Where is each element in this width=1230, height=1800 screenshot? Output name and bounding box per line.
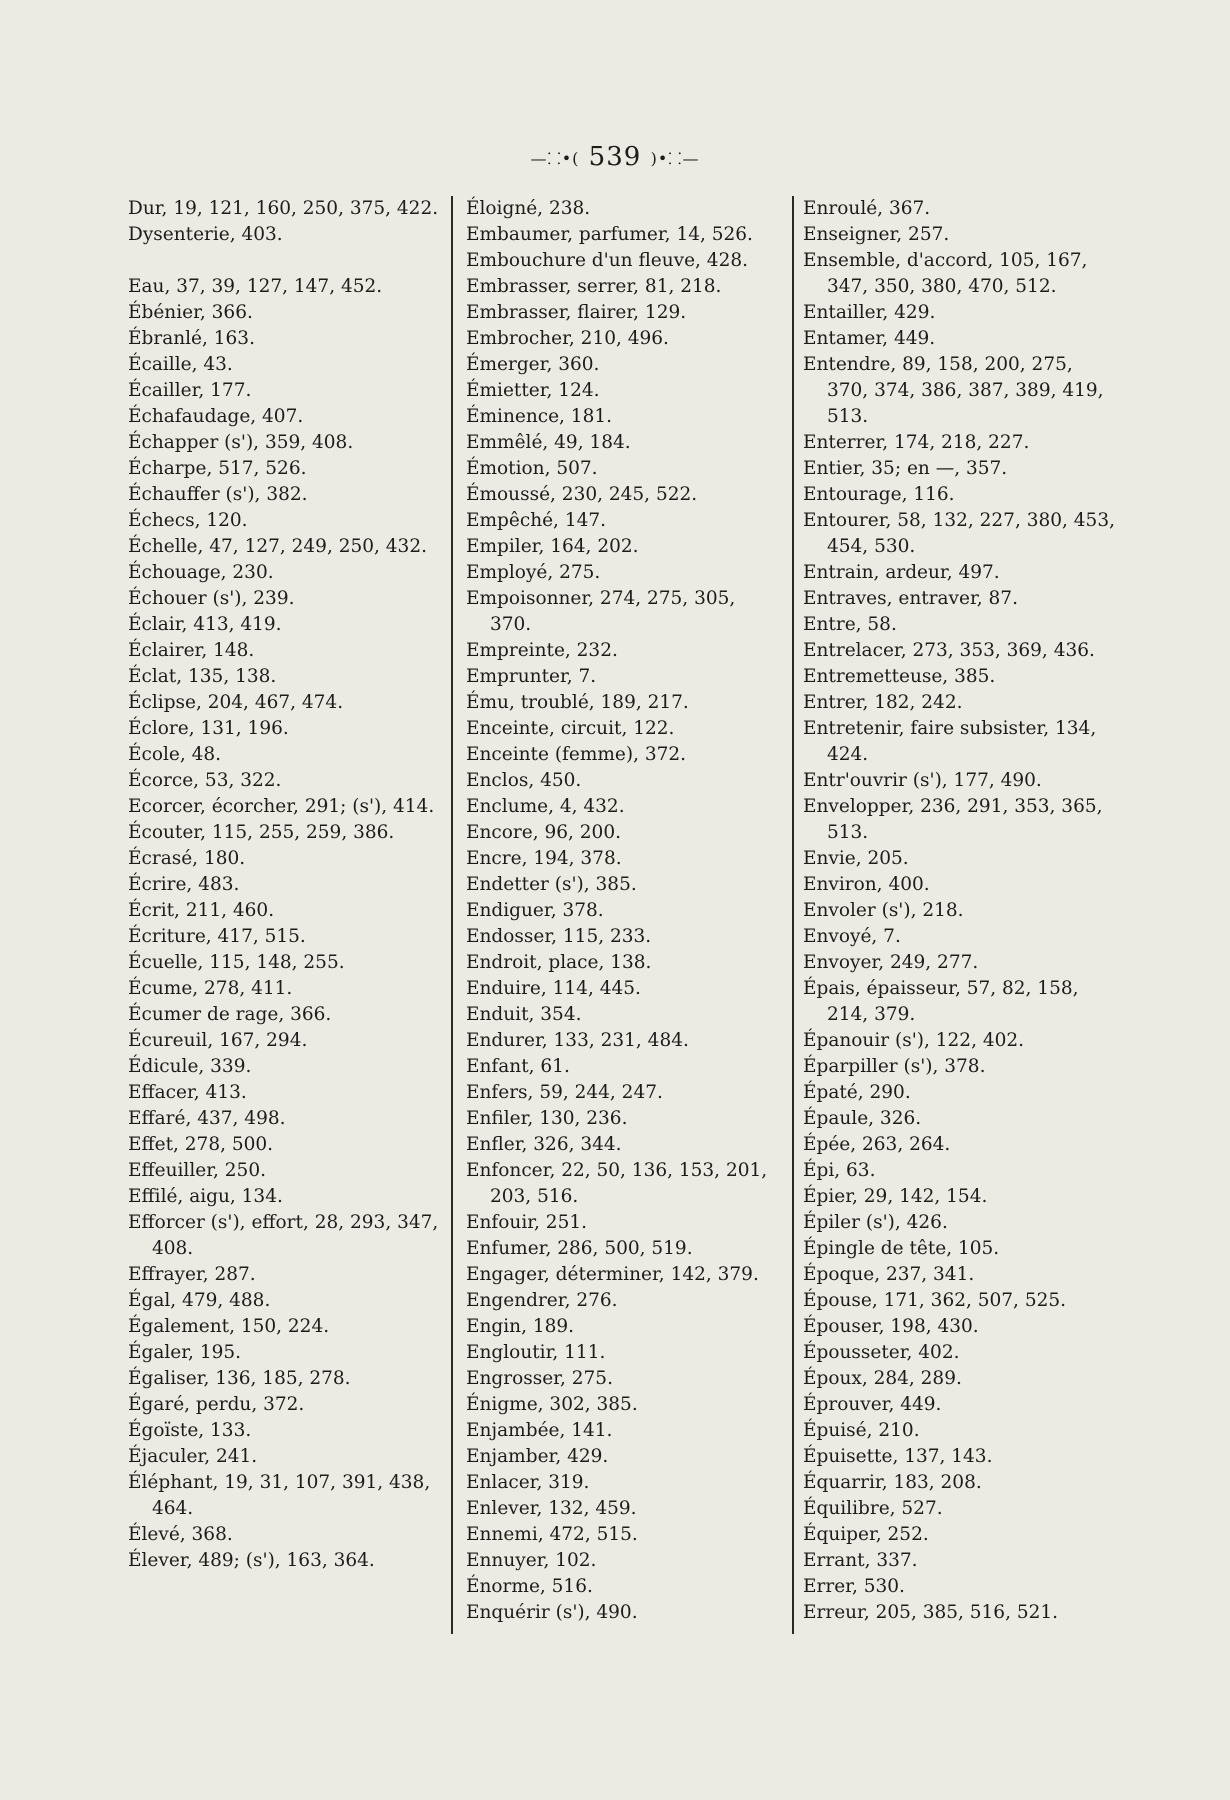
index-entry: Enjamber, 429. <box>466 1446 609 1467</box>
index-entry: Épée, 263, 264. <box>803 1134 951 1155</box>
index-entry: Épingle de tête, 105. <box>803 1238 1000 1259</box>
index-entry: Embrocher, 210, 496. <box>466 328 669 349</box>
index-entry: Enroulé, 367. <box>803 198 931 219</box>
index-entry: Enduit, 354. <box>466 1004 582 1025</box>
index-entry: Enlacer, 319. <box>466 1472 590 1493</box>
index-entry: Époux, 284, 289. <box>803 1368 962 1389</box>
index-entry: Enfler, 326, 344. <box>466 1134 622 1155</box>
index-entry: Éclipse, 204, 467, 474. <box>128 692 344 713</box>
index-entry: Enfouir, 251. <box>466 1212 587 1233</box>
index-entry: Enfers, 59, 244, 247. <box>466 1082 663 1103</box>
index-entry: Écriture, 417, 515. <box>128 926 306 947</box>
index-entry: Effaré, 437, 498. <box>128 1108 286 1129</box>
index-entry: Enterrer, 174, 218, 227. <box>803 432 1030 453</box>
index-entry: Ensemble, d'accord, 105, 167, 347, 350, 380, 470, 512. <box>803 250 1088 297</box>
index-entry: Égaliser, 136, 185, 278. <box>128 1368 351 1389</box>
index-entry: Engendrer, 276. <box>466 1290 618 1311</box>
index-entry: Efforcer (s'), effort, 28, 293, 347, 408. <box>128 1212 439 1259</box>
index-entry: Effeuiller, 250. <box>128 1160 266 1181</box>
index-entry: Dur, 19, 121, 160, 250, 375, 422. <box>128 198 439 219</box>
index-entry: Enclume, 4, 432. <box>466 796 625 817</box>
index-entry: Ému, troublé, 189, 217. <box>466 692 689 713</box>
index-entry: Entier, 35; en —, 357. <box>803 458 1008 479</box>
index-entry: Éminence, 181. <box>466 406 613 427</box>
index-entry: Entourer, 58, 132, 227, 380, 453, 454, 530. <box>803 510 1115 557</box>
index-entry: Enquérir (s'), 490. <box>466 1602 638 1623</box>
index-entry: Épanouir (s'), 122, 402. <box>803 1030 1025 1051</box>
index-entry: Empêché, 147. <box>466 510 607 531</box>
index-entry: Endiguer, 378. <box>466 900 604 921</box>
index-entry: Effacer, 413. <box>128 1082 247 1103</box>
index-entry: Entrer, 182, 242. <box>803 692 963 713</box>
index-entry: Émoussé, 230, 245, 522. <box>466 484 698 505</box>
index-entry: Époque, 237, 341. <box>803 1264 975 1285</box>
index-entry: Entourage, 116. <box>803 484 955 505</box>
index-entry: Effet, 278, 500. <box>128 1134 274 1155</box>
index-entry: Émotion, 507. <box>466 458 598 479</box>
index-entry: Enlever, 132, 459. <box>466 1498 637 1519</box>
index-entry: Épais, épaisseur, 57, 82, 158, 214, 379. <box>803 978 1079 1025</box>
column-rule-right <box>792 196 794 1634</box>
index-entry: Enjambée, 141. <box>466 1420 613 1441</box>
index-entry: Écumer de rage, 366. <box>128 1004 332 1025</box>
index-entry: Éléphant, 19, 31, 107, 391, 438, 464. <box>128 1472 431 1519</box>
index-entry: Enfumer, 286, 500, 519. <box>466 1238 693 1259</box>
index-entry: Embrasser, serrer, 81, 218. <box>466 276 722 297</box>
index-entry: Entretenir, faire subsister, 134, 424. <box>803 718 1097 765</box>
index-entry: Écharpe, 517, 526. <box>128 458 307 479</box>
index-entry: Enfiler, 130, 236. <box>466 1108 628 1129</box>
index-entry: Enceinte (femme), 372. <box>466 744 687 765</box>
column-rule-left <box>451 196 453 1634</box>
index-entry: Égal, 479, 488. <box>128 1290 271 1311</box>
index-entry: Écaille, 43. <box>128 354 233 375</box>
index-entry: Également, 150, 224. <box>128 1316 330 1337</box>
index-entry: Endosser, 115, 233. <box>466 926 652 947</box>
index-entry: Écailler, 177. <box>128 380 252 401</box>
index-entry: Envoyé, 7. <box>803 926 901 947</box>
index-entry: Embrasser, flairer, 129. <box>466 302 687 323</box>
index-entry: Engrosser, 275. <box>466 1368 613 1389</box>
index-entry: Égaler, 195. <box>128 1342 242 1363</box>
header-ornament-right: )•⸬— <box>650 149 700 168</box>
index-entry: Entamer, 449. <box>803 328 936 349</box>
index-entry: Environ, 400. <box>803 874 930 895</box>
index-column-1 <box>128 196 443 1574</box>
index-entry: Empiler, 164, 202. <box>466 536 639 557</box>
index-entry: Engin, 189. <box>466 1316 575 1337</box>
index-entry: Écrire, 483. <box>128 874 240 895</box>
index-entry: Entre, 58. <box>803 614 897 635</box>
index-entry: Échouage, 230. <box>128 562 274 583</box>
index-entry: Épouse, 171, 362, 507, 525. <box>803 1290 1067 1311</box>
index-entry: Effilé, aigu, 134. <box>128 1186 283 1207</box>
index-entry: Énorme, 516. <box>466 1576 593 1597</box>
index-entry: Entendre, 89, 158, 200, 275, 370, 374, 386, 387, 389, 419, 513. <box>803 354 1104 427</box>
index-entry: Envoyer, 249, 277. <box>803 952 979 973</box>
index-entry: Épaule, 326. <box>803 1108 922 1129</box>
index-entry: Enclos, 450. <box>466 770 582 791</box>
index-entry: Échapper (s'), 359, 408. <box>128 432 354 453</box>
index-entry: Écuelle, 115, 148, 255. <box>128 952 345 973</box>
index-entry: Embaumer, parfumer, 14, 526. <box>466 224 753 245</box>
index-entry: Errant, 337. <box>803 1550 918 1571</box>
index-entry: Endurer, 133, 231, 484. <box>466 1030 689 1051</box>
index-entry: Écouter, 115, 255, 259, 386. <box>128 822 395 843</box>
index-entry: Éclore, 131, 196. <box>128 718 289 739</box>
index-entry: Enfant, 61. <box>466 1056 570 1077</box>
index-entry: Équarrir, 183, 208. <box>803 1472 982 1493</box>
index-entry: Éclair, 413, 419. <box>128 614 282 635</box>
index-entry: Empreinte, 232. <box>466 640 618 661</box>
index-entry: Éjaculer, 241. <box>128 1446 258 1467</box>
index-entry: Envelopper, 236, 291, 353, 365, 513. <box>803 796 1103 843</box>
index-entry: Errer, 530. <box>803 1576 905 1597</box>
header-ornament-left: —⸬•( <box>530 149 580 168</box>
index-entry: Écorce, 53, 322. <box>128 770 282 791</box>
index-entry: Éclairer, 148. <box>128 640 255 661</box>
index-entry: Enfoncer, 22, 50, 136, 153, 201, 203, 516. <box>466 1160 768 1207</box>
index-entry: Élever, 489; (s'), 163, 364. <box>128 1550 375 1571</box>
index-entry: Entrain, ardeur, 497. <box>803 562 1000 583</box>
page-number: 539 <box>588 142 642 172</box>
index-entry: Endetter (s'), 385. <box>466 874 637 895</box>
index-entry: Entremetteuse, 385. <box>803 666 996 687</box>
index-entry: Écume, 278, 411. <box>128 978 293 999</box>
index-entry: Enceinte, circuit, 122. <box>466 718 675 739</box>
index-entry: Ébénier, 366. <box>128 302 253 323</box>
index-entry: Épiler (s'), 426. <box>803 1212 948 1233</box>
index-entry: Enduire, 114, 445. <box>466 978 641 999</box>
index-entry: Écrit, 211, 460. <box>128 900 275 921</box>
index-entry: Envie, 205. <box>803 848 909 869</box>
index-entry: Échelle, 47, 127, 249, 250, 432. <box>128 536 427 557</box>
index-entry: Effrayer, 287. <box>128 1264 256 1285</box>
index-entry: Embouchure d'un fleuve, 428. <box>466 250 748 271</box>
index-entry: Enseigner, 257. <box>803 224 950 245</box>
index-entry: Émerger, 360. <box>466 354 600 375</box>
index-entry: Dysenterie, 403. <box>128 224 283 245</box>
index-entry: Échouer (s'), 239. <box>128 588 295 609</box>
index-entry: Élevé, 368. <box>128 1524 233 1545</box>
index-entry: Égaré, perdu, 372. <box>128 1394 305 1415</box>
index-column-3 <box>803 196 1118 1626</box>
index-entry: Épier, 29, 142, 154. <box>803 1186 988 1207</box>
index-entry: Écrasé, 180. <box>128 848 246 869</box>
index-entry: Épuisé, 210. <box>803 1420 920 1441</box>
index-entry: Eau, 37, 39, 127, 147, 452. <box>128 276 383 297</box>
index-entry: Empoisonner, 274, 275, 305, 370. <box>466 588 736 635</box>
index-entry: Ennemi, 472, 515. <box>466 1524 638 1545</box>
index-entry: Envoler (s'), 218. <box>803 900 964 921</box>
index-entry: Épousseter, 402. <box>803 1342 960 1363</box>
index-entry: Emprunter, 7. <box>466 666 597 687</box>
index-entry: Épi, 63. <box>803 1160 876 1181</box>
index-entry: Employé, 275. <box>466 562 601 583</box>
index-entry: Entrelacer, 273, 353, 369, 436. <box>803 640 1095 661</box>
index-entry: Ennuyer, 102. <box>466 1550 597 1571</box>
index-entry: Entr'ouvrir (s'), 177, 490. <box>803 770 1042 791</box>
index-entry: Engloutir, 111. <box>466 1342 606 1363</box>
index-entry: Engager, déterminer, 142, 379. <box>466 1264 759 1285</box>
index-entry: Encre, 194, 378. <box>466 848 622 869</box>
index-entry: Emmêlé, 49, 184. <box>466 432 631 453</box>
index-entry: Entraves, entraver, 87. <box>803 588 1018 609</box>
index-entry: Entailler, 429. <box>803 302 936 323</box>
section-gap <box>128 248 443 274</box>
index-entry: Écureuil, 167, 294. <box>128 1030 308 1051</box>
index-entry: Endroit, place, 138. <box>466 952 652 973</box>
index-entry: Ecorcer, écorcher, 291; (s'), 414. <box>128 796 435 817</box>
index-entry: Édicule, 339. <box>128 1056 252 1077</box>
index-entry: Erreur, 205, 385, 516, 521. <box>803 1602 1059 1623</box>
index-entry: Émietter, 124. <box>466 380 600 401</box>
index-entry: Énigme, 302, 385. <box>466 1394 638 1415</box>
index-entry: Éprouver, 449. <box>803 1394 942 1415</box>
index-column-2 <box>466 196 781 1626</box>
index-entry: Ébranlé, 163. <box>128 328 255 349</box>
index-entry: Épouser, 198, 430. <box>803 1316 979 1337</box>
index-entry: École, 48. <box>128 744 222 765</box>
index-entry: Échecs, 120. <box>128 510 248 531</box>
index-entry: Épuisette, 137, 143. <box>803 1446 993 1467</box>
page-header <box>0 142 1230 172</box>
index-entry: Éclat, 135, 138. <box>128 666 277 687</box>
index-entry: Équiper, 252. <box>803 1524 929 1545</box>
index-entry: Échauffer (s'), 382. <box>128 484 308 505</box>
index-entry: Éparpiller (s'), 378. <box>803 1056 986 1077</box>
index-entry: Encore, 96, 200. <box>466 822 621 843</box>
index-entry: Équilibre, 527. <box>803 1498 943 1519</box>
index-entry: Éloigné, 238. <box>466 198 591 219</box>
index-entry: Épaté, 290. <box>803 1082 911 1103</box>
index-entry: Échafaudage, 407. <box>128 406 304 427</box>
index-entry: Égoïste, 133. <box>128 1420 252 1441</box>
